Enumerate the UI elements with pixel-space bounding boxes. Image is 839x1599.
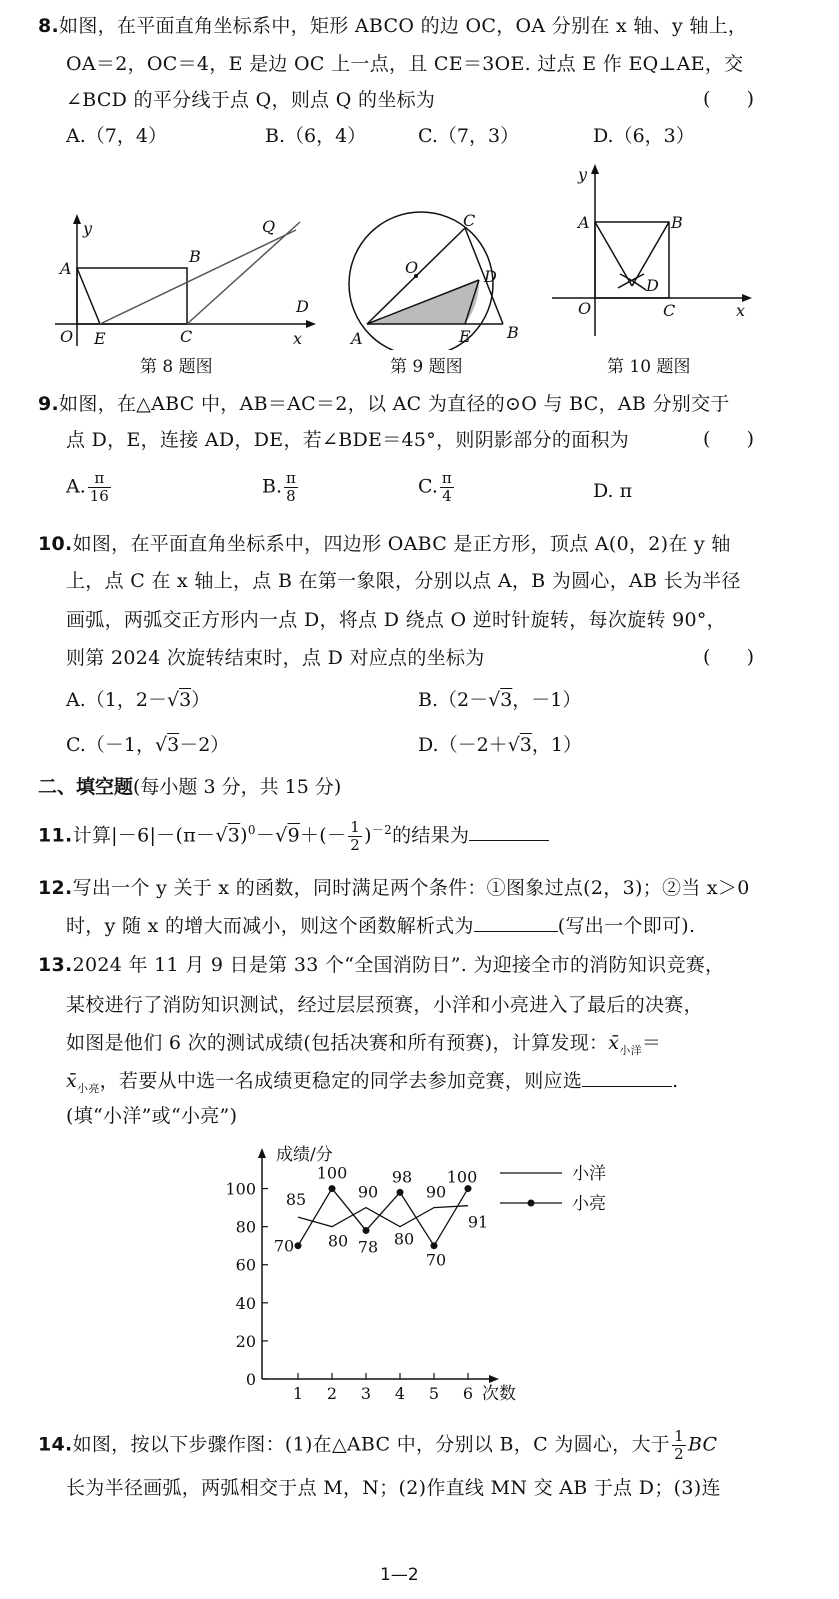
chart-data-label: 70 — [425, 1250, 447, 1270]
chart-data-label: 100 — [316, 1163, 348, 1183]
chart-x-tick-label: 5 — [428, 1384, 440, 1403]
q10-option-c: C.（－1，√3－2） — [66, 734, 230, 756]
q8-text-line1: 如图，在平面直角坐标系中，矩形 ABCO 的边 OC，OA 分别在 x 轴、y 轴上， — [59, 15, 748, 37]
fig10-label-x: x — [736, 301, 746, 320]
chart-data-label: 100 — [446, 1167, 478, 1187]
q13-line-chart — [205, 1138, 645, 1408]
q14-line1: 14.如图，按以下步骤作图：(1)在△ABC 中，分别以 B，C 为圆心，大于 $\frac{1}{2}$ BC — [38, 1427, 718, 1463]
figure-9 — [335, 210, 535, 350]
chart-x-tick-label: 1 — [292, 1384, 304, 1403]
fig10-label-d: D — [646, 276, 659, 295]
q11-number: 11. — [38, 824, 73, 847]
chart-x-tick-label: 4 — [394, 1384, 406, 1403]
chart-point — [431, 1242, 438, 1249]
chart-data-label: 70 — [273, 1236, 295, 1256]
fig10-caption: 第 10 题图 — [607, 357, 691, 377]
chart-y-tick-label: 20 — [235, 1331, 256, 1351]
q13-line2: 某校进行了消防知识测试，经过层层预赛，小洋和小亮进入了最后的决赛， — [66, 994, 703, 1016]
q9-text-line1: 如图，在△ABC 中，AB＝AC＝2，以 AC 为直径的⊙O 与 BC，AB 分别交于 — [59, 393, 730, 415]
fig8-rect-abco — [77, 268, 187, 324]
fig10-arc-b — [620, 274, 646, 290]
chart-point — [397, 1189, 404, 1196]
fig8-y-arrow — [73, 214, 81, 224]
q12-line1: 12.写出一个 y 关于 x 的函数，同时满足两个条件：①图象过点(2，3)；②当 x＞0 — [38, 877, 750, 899]
q12-answer-blank[interactable] — [474, 930, 558, 932]
q8-option-c: C.（7，3） — [418, 125, 520, 147]
figure-10 — [550, 160, 760, 340]
fig9-circle-o — [349, 212, 493, 350]
fig8-label-b: B — [189, 247, 201, 266]
section-2-subtitle: (每小题 3 分，共 15 分) — [133, 776, 342, 798]
q8-line1 — [38, 14, 747, 38]
q13-line5: (填“小洋”或“小亮”) — [66, 1105, 238, 1127]
chart-point — [295, 1242, 302, 1249]
q8-number: 8. — [38, 15, 60, 37]
q14-fraction: $\frac{1}{2}$ — [674, 1427, 684, 1463]
page-number: 1—2 — [380, 1565, 419, 1585]
fig9-label-c: C — [463, 211, 476, 230]
q10-line4: 则第 2024 次旋转结束时，点 D 对应点的坐标为 — [66, 647, 485, 669]
fig10-seg-ad — [595, 222, 632, 286]
q8-option-b: B.（6，4） — [265, 125, 367, 147]
fig10-label-y: y — [578, 165, 588, 184]
q10-text-line1: 如图，在平面直角坐标系中，四边形 OABC 是正方形，顶点 A(0，2)在 y 轴 — [72, 533, 731, 555]
q9-answer-paren: ( ) — [703, 428, 755, 450]
q11-answer-blank[interactable] — [469, 839, 549, 841]
figure-8 — [50, 208, 320, 350]
q12-line2: 时，y 随 x 的增大而减小，则这个函数解析式为 (写出一个即可). — [66, 915, 696, 937]
chart-y-tick-label: 60 — [235, 1255, 256, 1275]
q14-line2: 长为半径画弧，两弧相交于点 M，N；(2)作直线 MN 交 AB 于点 D；(3)连 — [66, 1477, 721, 1499]
fig9-label-b: B — [507, 323, 519, 342]
chart-legend-label-1: 小洋 — [572, 1164, 606, 1184]
chart-y-tick-label: 80 — [235, 1217, 256, 1237]
chart-x-tick-label: 3 — [360, 1384, 372, 1403]
fig9-caption: 第 9 题图 — [390, 357, 463, 377]
q11-fraction: $\frac{1}{2}$ — [350, 817, 361, 854]
q9-option-a: A. $\frac{\pi}{16}$ — [66, 469, 109, 505]
chart-point — [363, 1227, 370, 1234]
fig9-label-a: A — [351, 329, 363, 348]
fig9-label-o: O — [405, 258, 419, 277]
chart-data-label: 85 — [285, 1190, 307, 1210]
fig8-label-o: O — [60, 327, 74, 346]
chart-legend-marker-2 — [528, 1200, 535, 1207]
chart-y-arrow — [258, 1148, 266, 1158]
fig8-caption: 第 8 题图 — [140, 357, 213, 377]
q13-line4: $x̄_{小亮}$，若要从中选一名成绩更稳定的同学去参加竞赛，则应选 . — [66, 1070, 679, 1095]
fig10-label-b: B — [671, 213, 683, 232]
q9-option-c: C. $\frac{\pi}{4}$ — [418, 469, 452, 505]
fig8-label-d: D — [296, 297, 309, 316]
q10-number: 10. — [38, 533, 73, 555]
q10-line2: 上，点 C 在 x 轴上，点 B 在第一象限，分别以点 A，B 为圆心，AB 长为半径 — [66, 570, 741, 592]
q10-line3: 画弧，两弧交正方形内一点 D，将点 D 绕点 O 逆时针旋转，每次旋转 90°， — [66, 609, 726, 631]
chart-legend-label-2: 小亮 — [572, 1194, 606, 1214]
q10-option-a: A.（1，2－√3） — [66, 689, 211, 711]
chart-data-label: 78 — [357, 1237, 379, 1257]
q9-option-a-fraction: $\frac{\pi}{16}$ — [89, 469, 109, 505]
chart-ylabel: 成绩/分 — [276, 1145, 333, 1165]
chart-y-tick-label: 0 — [245, 1370, 256, 1389]
q9-option-b: B. $\frac{\pi}{8}$ — [262, 469, 296, 505]
q8-answer-paren: ( ) — [703, 88, 755, 110]
chart-data-label: 98 — [391, 1167, 413, 1187]
section-2-heading — [38, 772, 341, 799]
fig9-label-e: E — [459, 327, 471, 346]
chart-data-label: 90 — [425, 1182, 447, 1202]
q12-number: 12. — [38, 877, 73, 899]
chart-data-label: 90 — [357, 1182, 379, 1202]
fig8-label-c: C — [180, 327, 193, 346]
q10-option-b: B.（2－√3，－1） — [418, 689, 582, 711]
chart-y-tick-label: 40 — [235, 1293, 256, 1313]
q8-option-a: A.（7，4） — [66, 125, 167, 147]
section-2-title: 二、填空题 — [38, 776, 134, 798]
chart-x-arrow — [489, 1375, 499, 1383]
fig9-label-d: D — [484, 267, 497, 286]
q8-line3: ∠BCD 的平分线于点 Q，则点 Q 的坐标为 — [66, 89, 436, 111]
q13-line1: 13.2024 年 11 月 9 日是第 33 个“全国消防日”. 为迎接全市的消防知识竞赛， — [38, 954, 725, 976]
q13-number: 13. — [38, 954, 73, 976]
q11-line: 11.计算$|-6|-(\pi-√3)^0-√9+(-$ $\frac{1}{2}$ )$^{-2}$的结果为 — [38, 818, 549, 854]
chart-xlabel: 次数 — [482, 1384, 516, 1404]
q13-answer-blank[interactable] — [582, 1085, 672, 1087]
fig8-label-e: E — [94, 329, 106, 348]
fig8-line-eq — [100, 230, 296, 324]
q8-option-d: D.（6，3） — [593, 125, 695, 147]
chart-data-label: 80 — [393, 1229, 415, 1249]
q9-option-c-fraction: $\frac{\pi}{4}$ — [441, 469, 452, 505]
fig8-bisector-cq — [187, 222, 300, 324]
fig8-label-y: y — [83, 219, 93, 238]
q10-line1 — [38, 532, 731, 556]
q10-option-d: D.（－2＋√3，1） — [418, 734, 582, 756]
fig10-label-a: A — [578, 213, 590, 232]
chart-data-label: 80 — [327, 1231, 349, 1251]
chart-y-tick-label: 100 — [225, 1179, 256, 1199]
q14-number: 14. — [38, 1433, 73, 1456]
q9-option-b-fraction: $\frac{\pi}{8}$ — [286, 469, 296, 505]
fig8-x-arrow — [306, 320, 316, 328]
chart-data-label: 91 — [467, 1212, 489, 1232]
fig8-label-q: Q — [262, 217, 276, 236]
q10-answer-paren: ( ) — [703, 646, 755, 668]
q9-number: 9. — [38, 393, 60, 415]
q9-option-d: D. π — [593, 480, 633, 502]
fig10-label-c: C — [663, 301, 676, 320]
q13-line3: 如图是他们 6 次的测试成绩(包括决赛和所有预赛)，计算发现：$x̄_{小洋}=$ — [66, 1032, 662, 1057]
chart-series-line-1 — [298, 1206, 468, 1227]
q8-line2: OA＝2，OC＝4，E 是边 OC 上一点，且 CE＝3OE. 过点 E 作 EQ⊥AE，交 — [66, 53, 744, 75]
fig8-label-a: A — [60, 259, 72, 278]
q9-line2: 点 D，E，连接 AD，DE，若∠BDE＝45°，则阴影部分的面积为 — [66, 429, 630, 451]
fig8-seg-ae — [77, 268, 100, 324]
fig10-y-arrow — [591, 164, 599, 174]
fig8-label-x: x — [293, 329, 303, 348]
fig10-label-o: O — [578, 299, 592, 318]
chart-x-tick-label: 2 — [326, 1384, 338, 1403]
chart-point — [329, 1185, 336, 1192]
q9-line1 — [38, 392, 730, 416]
chart-x-tick-label: 6 — [462, 1384, 474, 1403]
